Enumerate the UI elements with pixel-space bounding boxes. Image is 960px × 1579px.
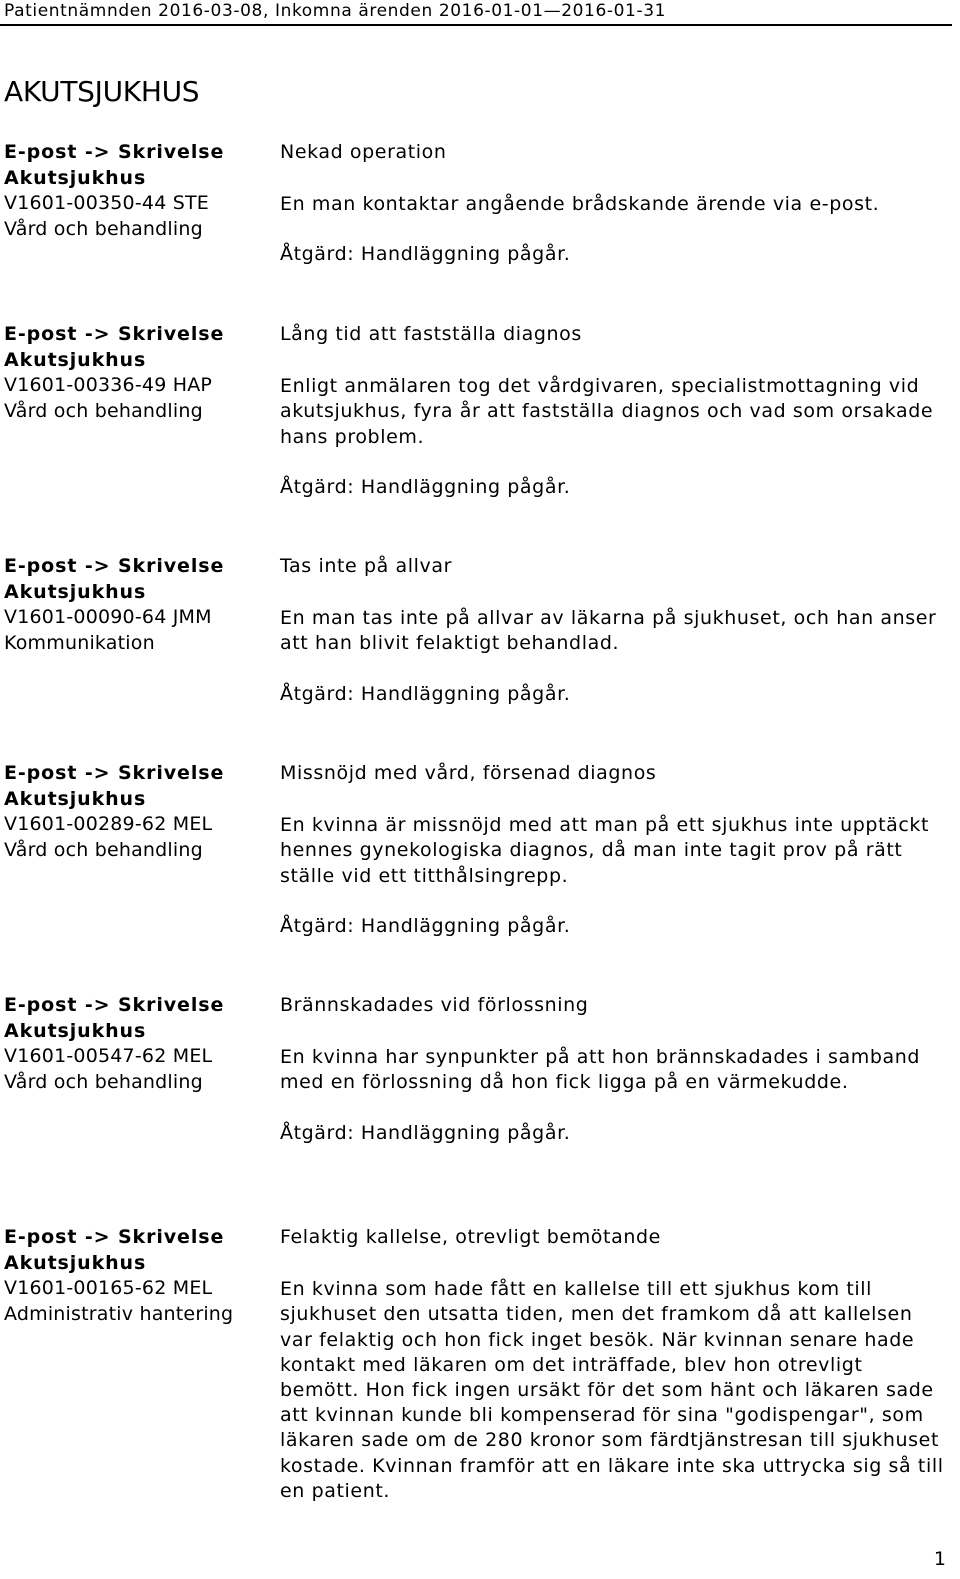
case-channel: E-post -> Skrivelse [4, 323, 225, 345]
case-subject: Tas inte på allvar [280, 555, 452, 577]
case-channel: E-post -> Skrivelse [4, 555, 225, 577]
case-category: Vård och behandling [4, 399, 203, 422]
case-channel: E-post -> Skrivelse [4, 1226, 225, 1248]
case-content [280, 761, 944, 939]
case-id: V1601-00547-62 MEL [4, 1045, 213, 1067]
case-category: Administrativ hantering [4, 1302, 234, 1325]
case-meta [4, 322, 274, 424]
case-channel: E-post -> Skrivelse [4, 762, 225, 784]
case-unit: Akutsjukhus [4, 166, 147, 189]
case-id: V1601-00350-44 STE [4, 192, 209, 214]
case-action: Åtgärd: Handläggning pågår. [280, 475, 571, 498]
case-meta [4, 554, 274, 656]
case-content [280, 554, 944, 707]
case-channel: E-post -> Skrivelse [4, 141, 225, 163]
case-description: Enligt anmälaren tog det vårdgivaren, specialistmottagning vid akutsjukhus, fyra år att fastställa diagnos och vad som orsakade hans problem. [280, 375, 934, 448]
case-category: Kommunikation [4, 631, 155, 654]
case-description: En kvinna som hade fått en kallelse till ett sjukhus kom till sjukhuset den utsatta tiden, men det framkom då att kallelsen var felaktig och hon fick inget besök. När kvinnan senare hade kontakt med läkaren om det inträffade, blev hon otrevligt bemött. Hon fick ingen ursäkt för det som hänt och läkaren sade att kvinnan kunde bli kompenserad för sina "godispengar", som läkaren sade om de 280 kronor som färdtjänstresan till sjukhuset kostade. Kvinnan framför att en läkare inte ska uttrycka sig så till en patient. [280, 1278, 944, 1502]
case-content [280, 1225, 944, 1504]
case-id: V1601-00165-62 MEL [4, 1277, 213, 1299]
case-description: En kvinna är missnöjd med att man på ett sjukhus inte upptäckt hennes gynekologiska diagnos, då man inte tagit prov på rätt ställe vid ett titthålsingrepp. [280, 814, 930, 887]
case-unit: Akutsjukhus [4, 1019, 147, 1042]
case-content [280, 322, 944, 500]
case-description: En man kontaktar angående brådskande ärende via e-post. [280, 193, 880, 216]
case-meta [4, 761, 274, 863]
case-meta [4, 1225, 274, 1327]
page-number: 1 [933, 1548, 946, 1570]
case-id: V1601-00090-64 JMM [4, 606, 212, 628]
case-category: Vård och behandling [4, 1070, 203, 1093]
case-action: Åtgärd: Handläggning pågår. [280, 243, 571, 266]
case-subject: Nekad operation [280, 141, 447, 163]
case-category: Vård och behandling [4, 217, 203, 240]
case-unit: Akutsjukhus [4, 348, 147, 371]
case-description: En kvinna har synpunkter på att hon brännskadades i samband med en förlossning då hon fick ligga på en värmekudde. [280, 1046, 921, 1094]
case-unit: Akutsjukhus [4, 1251, 147, 1274]
case-action: Åtgärd: Handläggning pågår. [280, 914, 571, 937]
case-content [280, 140, 944, 268]
case-meta [4, 993, 274, 1095]
case-subject: Lång tid att fastställa diagnos [280, 323, 582, 345]
case-unit: Akutsjukhus [4, 580, 147, 603]
section-title: AKUTSJUKHUS [4, 75, 200, 108]
case-unit: Akutsjukhus [4, 787, 147, 810]
case-subject: Felaktig kallelse, otrevligt bemötande [280, 1226, 661, 1248]
header-title: Patientnämnden 2016-03-08, Inkomna ärenden 2016-01-01—2016-01-31 [4, 1, 667, 21]
case-id: V1601-00336-49 HAP [4, 374, 213, 396]
case-action: Åtgärd: Handläggning pågår. [280, 1121, 571, 1144]
case-description: En man tas inte på allvar av läkarna på sjukhuset, och han anser att han blivit felaktigt behandlad. [280, 607, 937, 655]
case-id: V1601-00289-62 MEL [4, 813, 213, 835]
case-subject: Missnöjd med vård, försenad diagnos [280, 762, 657, 784]
case-subject: Brännskadades vid förlossning [280, 994, 589, 1016]
case-meta [4, 140, 274, 242]
case-content [280, 993, 944, 1146]
case-category: Vård och behandling [4, 838, 203, 861]
page-header [0, 0, 952, 26]
case-channel: E-post -> Skrivelse [4, 994, 225, 1016]
case-action: Åtgärd: Handläggning pågår. [280, 682, 571, 705]
